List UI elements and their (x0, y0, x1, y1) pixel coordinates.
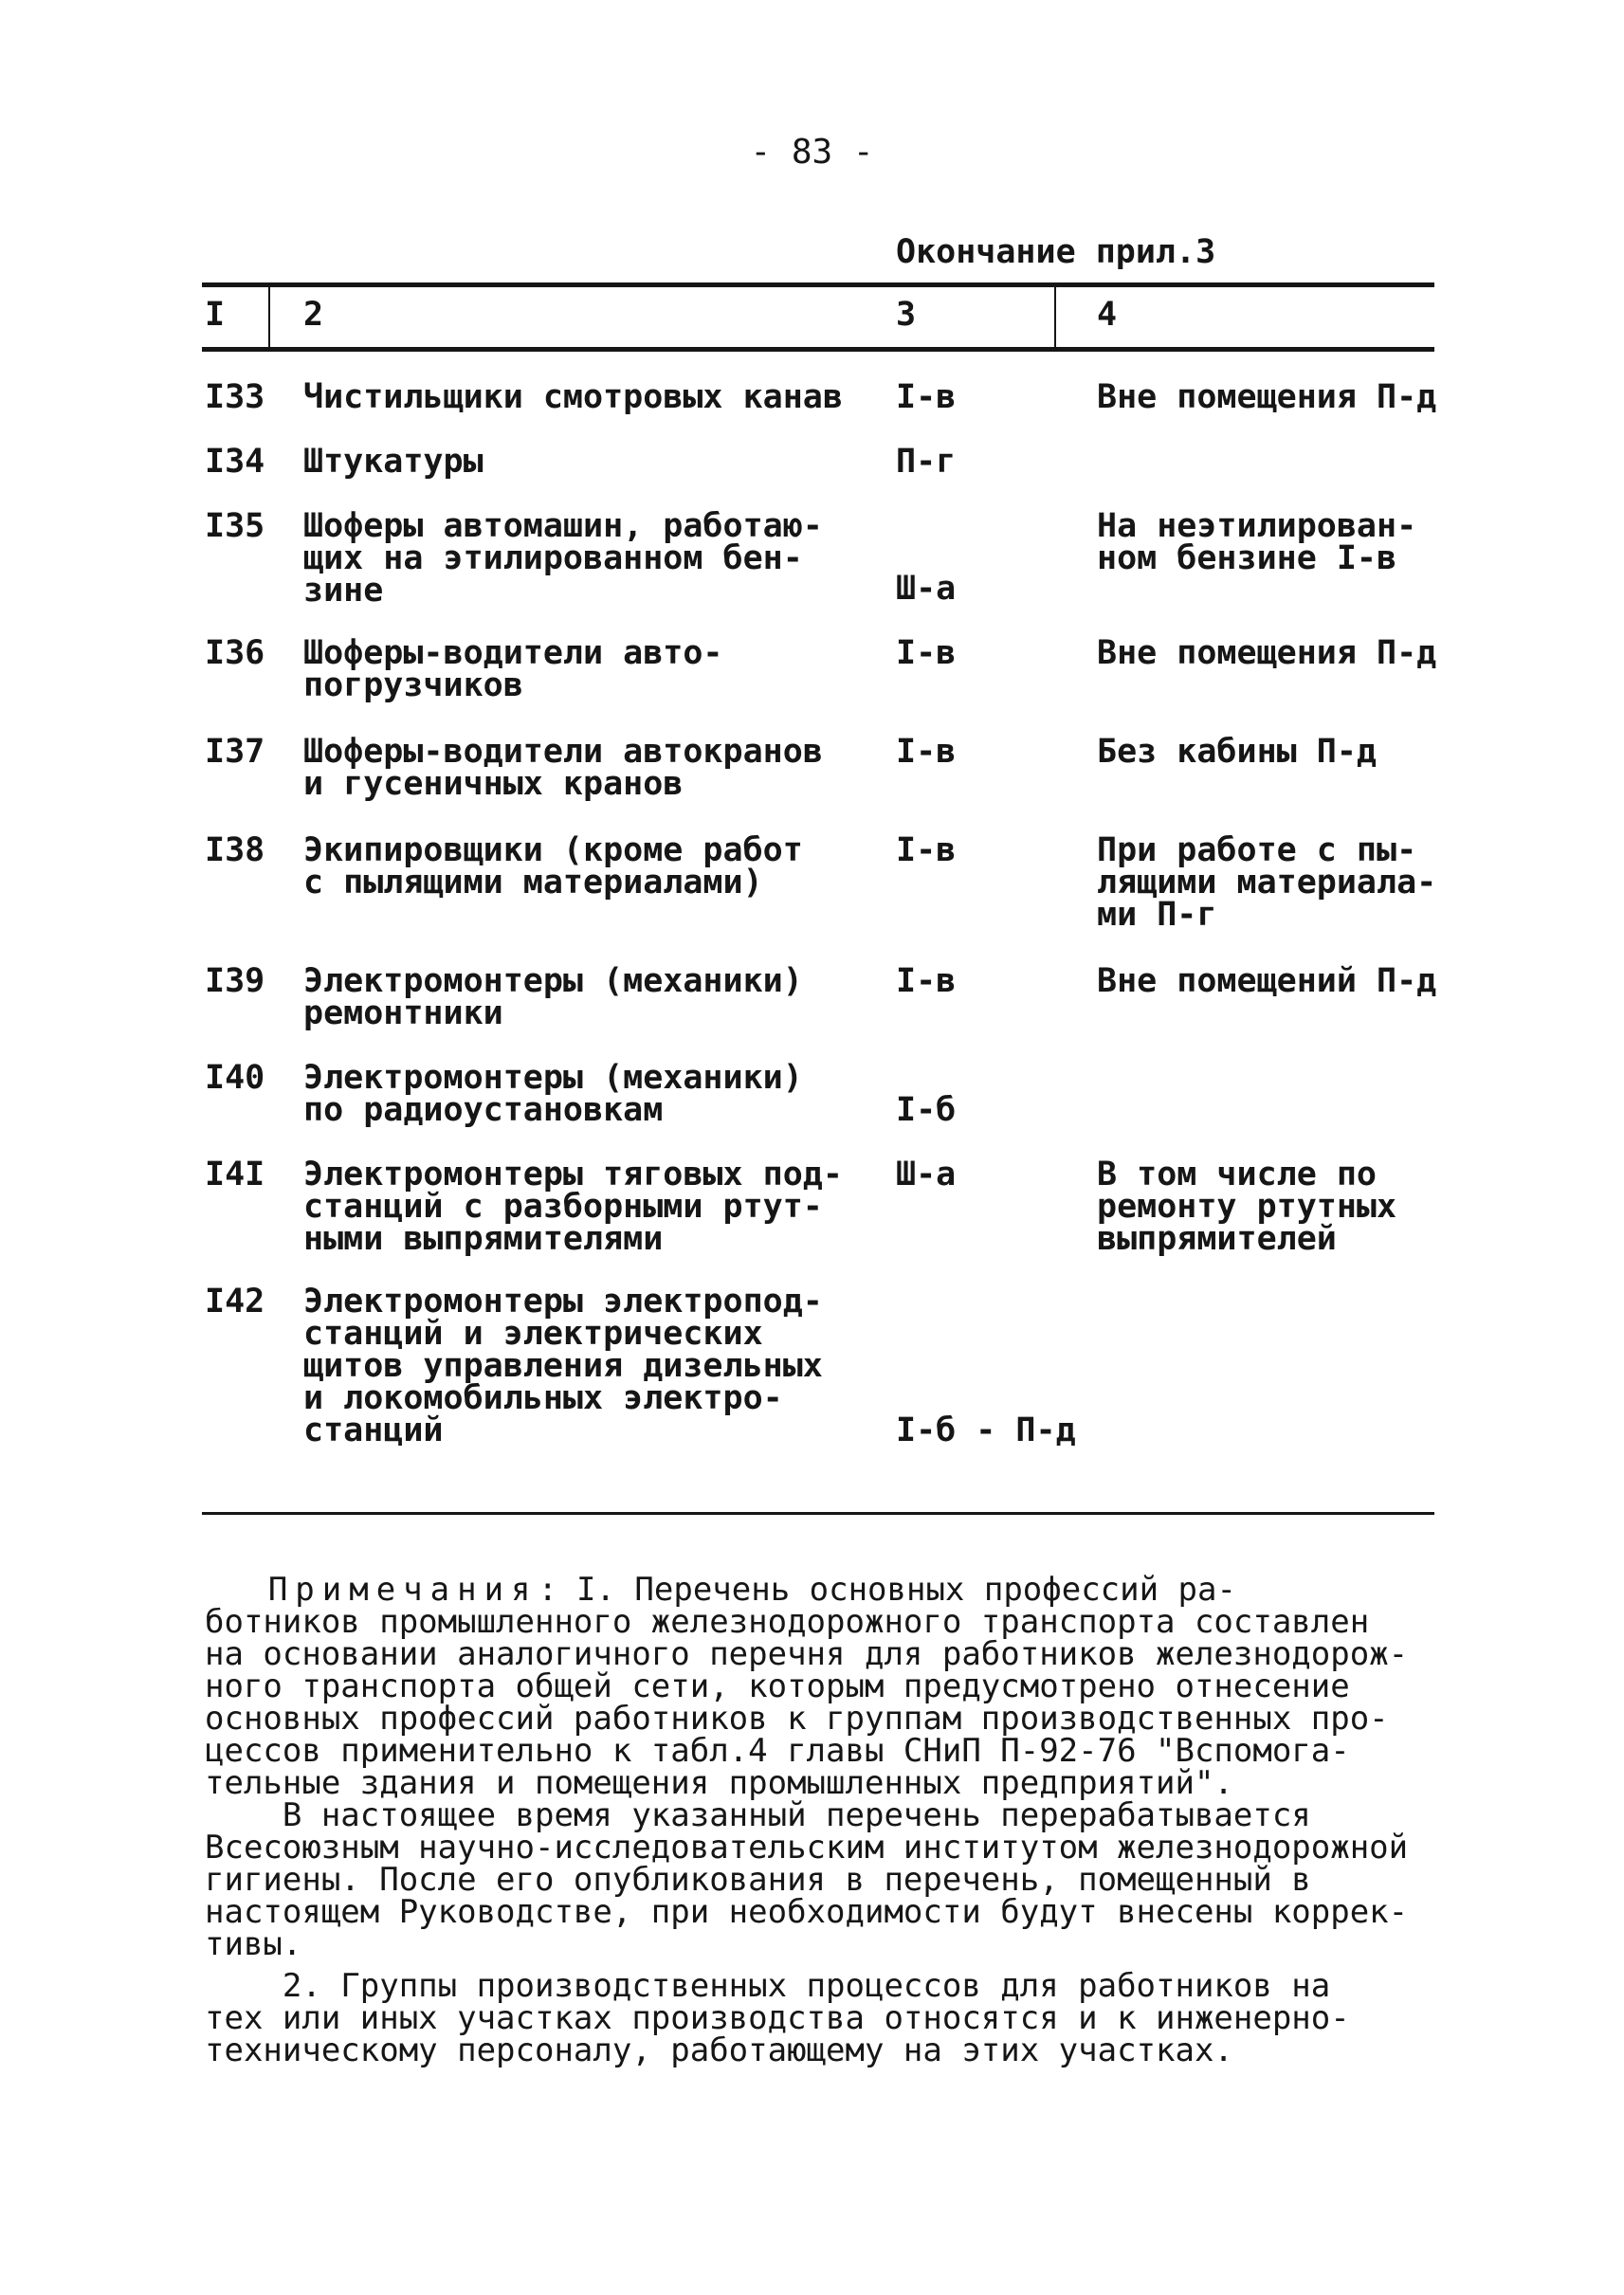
row-number: I42 (205, 1283, 265, 1321)
profession-cell: Электромонтеры (механики) по радиоустановкам (303, 1059, 803, 1129)
profession-cell: Шоферы-водители автокранов и гусеничных кранов (303, 733, 823, 803)
profession-cell: Экипировщики (кроме работ с пылящими материалами) (303, 831, 803, 902)
row-number: I38 (205, 831, 265, 869)
note-cell: Без кабины П-д (1097, 733, 1378, 771)
group-cell: П-г (896, 443, 957, 481)
table-top-rule (202, 282, 1434, 287)
notes-paragraph-2: В настоящее время указанный перечень перерабатывается Всесоюзным научно-исследовательским институтом железнодорожной гигиены. После его опубликования в перечень, помещенный в настоящем Руководстве, при необходимости будут внесены коррек- тивы. (205, 1796, 1409, 1963)
header-cell-1: I (205, 296, 226, 334)
note-cell: На неэтилирован- ном бензине I-в (1097, 507, 1417, 577)
group-cell: Ш-а (896, 570, 957, 608)
profession-cell: Чистильщики смотровых канав (303, 378, 843, 416)
group-cell: I-в (896, 831, 957, 869)
column-divider (268, 284, 270, 349)
row-number: I34 (205, 443, 265, 481)
row-number: I40 (205, 1059, 265, 1097)
notes-paragraph-1-text: I. Перечень основных профессий ра- ботников промышленного железнодорожного транспорта составлен на основании аналогичного перечня для работников железнодорож- ного транспорта общей сети, которым предусмотрено отнесение основных профессий работников к группам производственных про- цессов применительно к табл.4 главы СНиП П-92-76 "Вспомога- тельные здания и помещения промышленных предприятий". (205, 1571, 1409, 1802)
profession-cell: Шоферы автомашин, работаю- щих на этилированном бен- зине (303, 507, 823, 610)
row-number: I39 (205, 962, 265, 1000)
row-number: I4I (205, 1156, 265, 1193)
group-cell: Ш-а (896, 1156, 957, 1193)
row-number: I37 (205, 733, 265, 771)
header-cell-2: 2 (303, 296, 324, 334)
profession-cell: Штукатуры (303, 443, 484, 481)
group-cell: I-б (896, 1091, 957, 1129)
note-cell: В том числе по ремонту ртутных выпрямителей (1097, 1156, 1397, 1258)
group-cell: I-в (896, 378, 957, 416)
profession-cell: Электромонтеры тяговых под- станций с разборными ртут- ными выпрямителями (303, 1156, 843, 1258)
table-bottom-rule (202, 1512, 1434, 1515)
note-cell: Вне помещения П-д (1097, 378, 1437, 416)
group-cell: I-в (896, 634, 957, 672)
note-cell: При работе с пы- лящими материала- ми П-г (1097, 831, 1437, 934)
profession-cell: Электромонтеры электропод- станций и электрических щитов управления дизельных и локомобильных электро- станций (303, 1283, 823, 1449)
notes-heading: Примечания: (267, 1571, 565, 1609)
column-divider (1054, 284, 1056, 349)
row-number: I36 (205, 634, 265, 672)
header-cell-4: 4 (1097, 296, 1118, 334)
group-cell: I-в (896, 962, 957, 1000)
page-number: - 83 - (750, 133, 874, 172)
group-cell: I-б - П-д (896, 1412, 1076, 1449)
table-caption: Окончание прил.3 (896, 233, 1216, 271)
note-cell: Вне помещения П-д (1097, 634, 1437, 672)
table-header-rule (202, 347, 1434, 352)
row-number: I33 (205, 378, 265, 416)
profession-cell: Электромонтеры (механики) ремонтники (303, 962, 803, 1032)
notes-paragraph-3: 2. Группы производственных процессов для работников на тех или иных участках производства относятся и к инженерно- техническому персоналу, работающему на этих участках. (205, 1967, 1350, 2069)
header-cell-3: 3 (896, 296, 917, 334)
group-cell: I-в (896, 733, 957, 771)
profession-cell: Шоферы-водители авто- погрузчиков (303, 634, 723, 704)
row-number: I35 (205, 507, 265, 545)
note-cell: Вне помещений П-д (1097, 962, 1437, 1000)
notes-paragraph-1 (205, 1571, 1437, 1802)
